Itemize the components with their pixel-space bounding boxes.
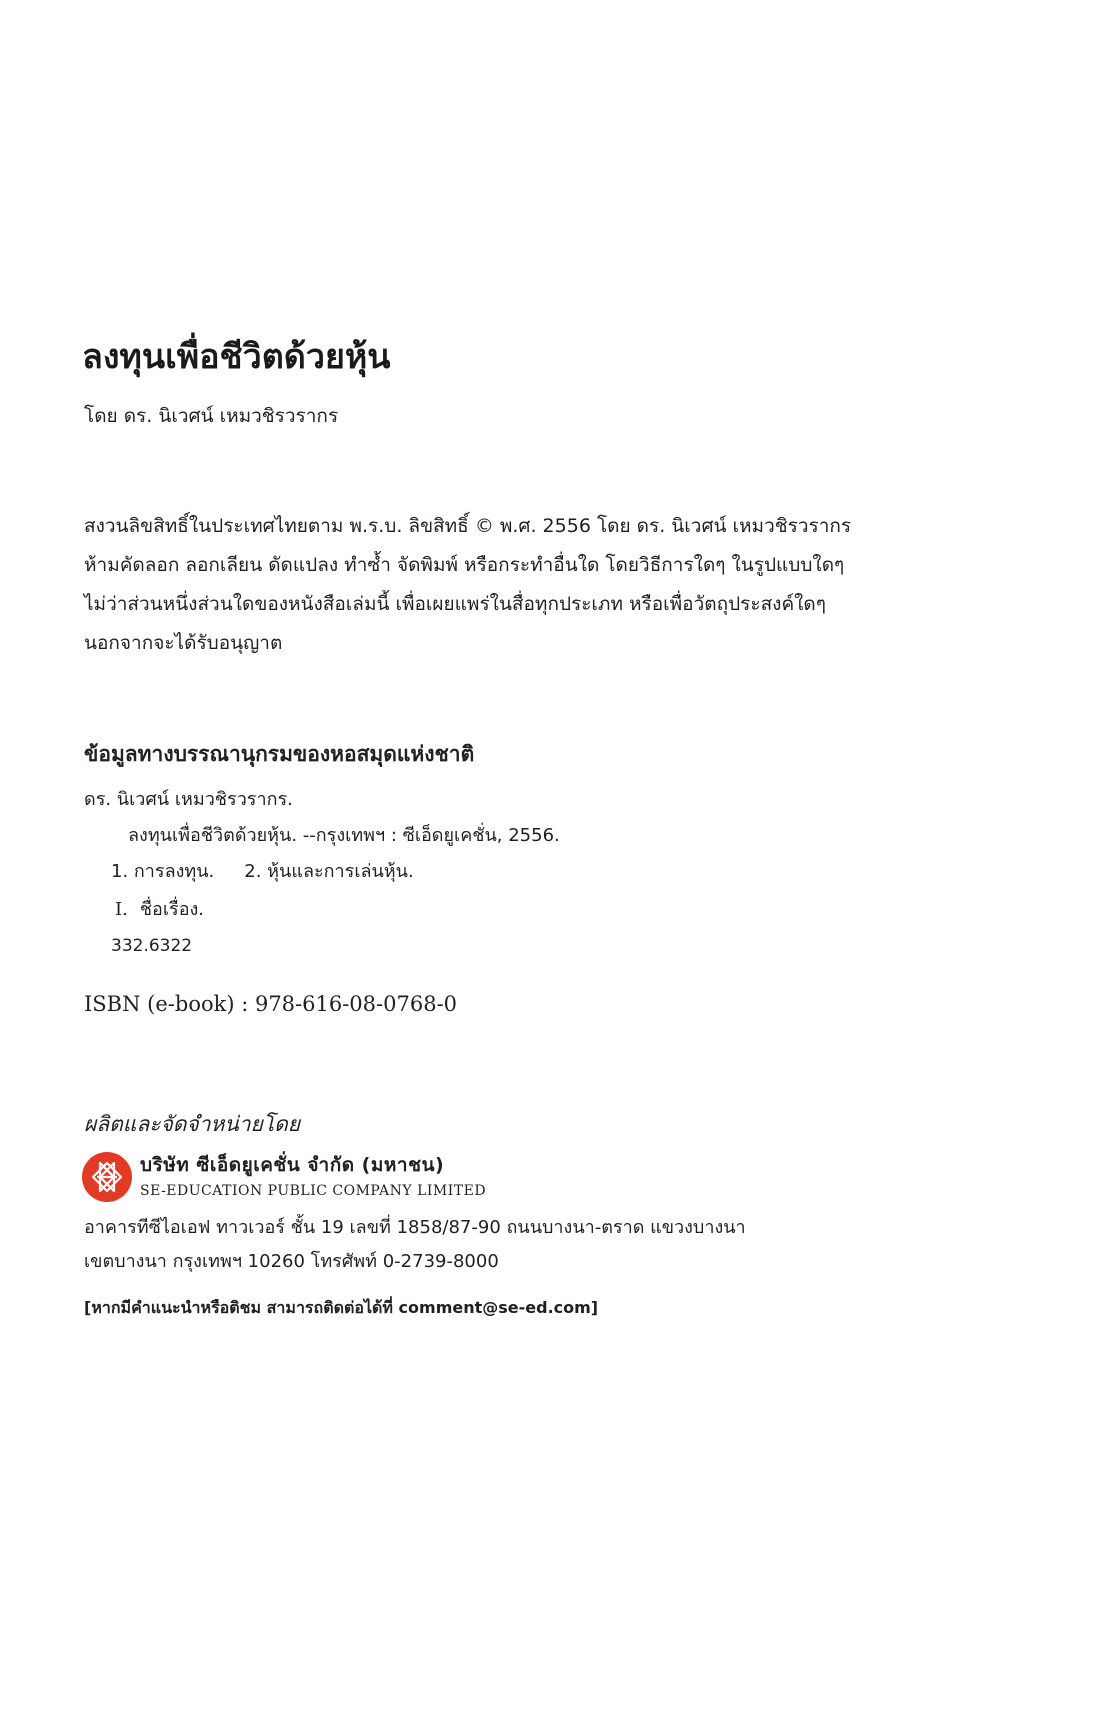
address-line-1: อาคารทีซีไอเอฟ ทาวเวอร์ ชั้น 19 เลขที่ 1858/87-90 ถนนบางนา-ตราด แขวงบางนา — [84, 1217, 746, 1238]
cip-subject-1: 1. การลงทุน. — [111, 861, 215, 882]
contact-note: [หากมีคำแนะนำหรือติชม สามารถติดต่อได้ที่ comment@se-ed.com] — [84, 1298, 599, 1317]
copyright-line: ห้ามคัดลอก ลอกเลียน ดัดแปลง ทำซ้ำ จัดพิมพ์ หรือกระทำอื่นใด โดยวิธีการใดๆ ในรูปแบบใดๆ — [84, 554, 845, 576]
se-ed-logo-icon — [82, 1152, 132, 1202]
author-byline: โดย ดร. นิเวศน์ เหมวชิรวรากร — [84, 405, 339, 427]
cip-title-entry — [115, 896, 204, 924]
isbn: ISBN (e-book) : 978-616-08-0768-0 — [84, 992, 458, 1016]
cip-author: ดร. นิเวศน์ เหมวชิรวรากร. — [84, 789, 293, 810]
cip-heading: ข้อมูลทางบรรณานุกรมของหอสมุดแห่งชาติ — [84, 742, 475, 766]
book-title: ลงทุนเพื่อชีวิตด้วยหุ้น — [82, 337, 391, 377]
copyright-line: สงวนลิขสิทธิ์ในประเทศไทยตาม พ.ร.บ. ลิขสิทธิ์ © พ.ศ. 2556 โดย ดร. นิเวศน์ เหมวชิรวรากร — [84, 515, 852, 537]
cip-subject-2: 2. หุ้นและการเล่นหุ้น. — [244, 861, 414, 882]
cip-classification: 332.6322 — [111, 936, 193, 956]
copyright-line: นอกจากจะได้รับอนุญาต — [84, 632, 283, 654]
copyright-notice — [84, 509, 1044, 665]
company-name-thai: บริษัท ซีเอ็ดยูเคชั่น จำกัด (มหาชน) — [140, 1154, 445, 1176]
company-name-english: SE-EDUCATION PUBLIC COMPANY LIMITED — [140, 1183, 487, 1199]
address-line-2: เขตบางนา กรุงเทพฯ 10260 โทรศัพท์ 0-2739-8000 — [84, 1251, 499, 1272]
cip-roman-title: ชื่อเรื่อง. — [139, 899, 205, 920]
cip-title-line: ลงทุนเพื่อชีวิตด้วยหุ้น. --กรุงเทพฯ : ซีเอ็ดยูเคชั่น, 2556. — [128, 825, 560, 846]
produced-by-label: ผลิตและจัดจำหน่ายโดย — [84, 1112, 301, 1136]
cip-subjects — [111, 858, 414, 886]
copyright-line: ไม่ว่าส่วนหนึ่งส่วนใดของหนังสือเล่มนี้ เพื่อเผยแพร่ในสื่อทุกประเภท หรือเพื่อวัตถุประสงค์ใดๆ — [84, 593, 826, 615]
cip-roman-numeral: I. — [115, 899, 128, 920]
